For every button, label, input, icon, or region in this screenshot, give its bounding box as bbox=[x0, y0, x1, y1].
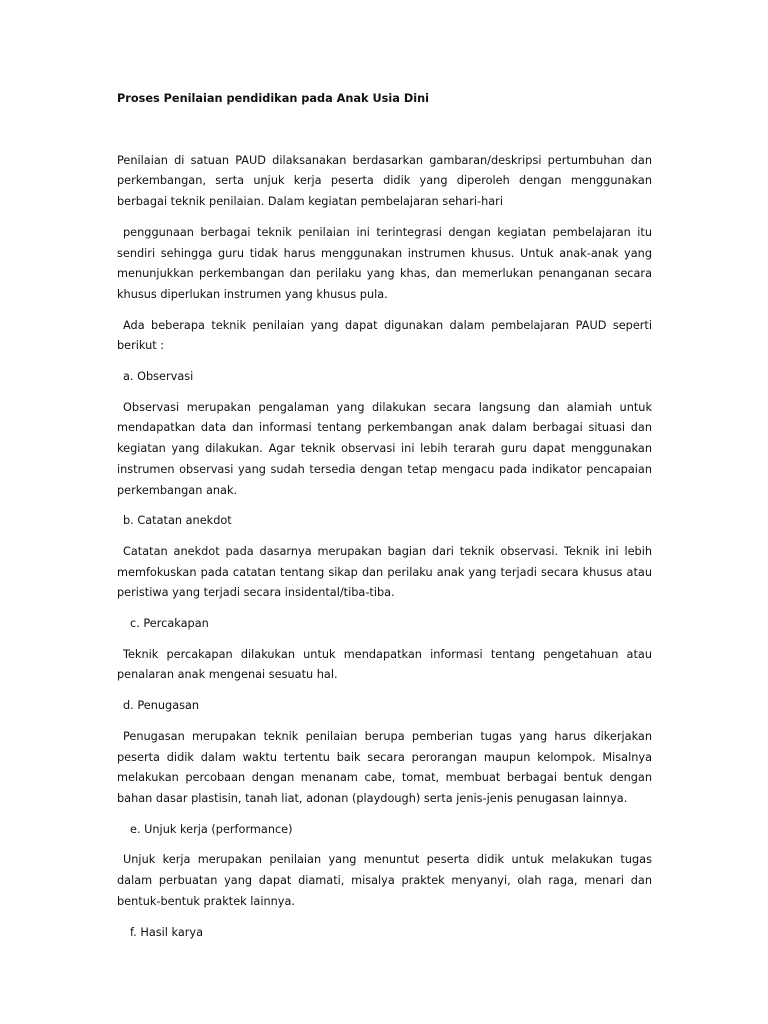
heading-hasil-karya: f. Hasil karya bbox=[130, 925, 204, 939]
paragraph-integration: penggunaan berbagai teknik penilaian ini terintegrasi dengan kegiatan pembelajaran itu sendiri sehingga guru tidak harus menggunakan instrumen khusus. Untuk anak-anak yang menunjukkan perkembangan dan perilaku yang khas, dan memerlukan penanganan secara khusus diperlukan instrumen yang khusus pula. bbox=[117, 225, 652, 301]
paragraph-observasi: Observasi merupakan pengalaman yang dilakukan secara langsung dan alamiah untuk mendapatkan data dan informasi tentang perkembangan anak dalam berbagai situasi dan kegiatan yang dilakukan. Agar teknik observasi ini lebih terarah guru dapat menggunakan instrumen observasi yang sudah tersedia dengan tetap mengacu pada indikator pencapaian perkembangan anak. bbox=[117, 400, 652, 497]
paragraph-unjuk-kerja: Unjuk kerja merupakan penilaian yang menuntut peserta didik untuk melakukan tugas dalam perbuatan yang dapat diamati, misalya praktek menyanyi, olah raga, menari dan bentuk-bentuk praktek lainnya. bbox=[117, 853, 652, 908]
paragraph-intro: Penilaian di satuan PAUD dilaksanakan berdasarkan gambaran/deskripsi pertumbuhan dan perkembangan, serta unjuk kerja peserta didik yang diperoleh dengan menggunakan berbagai teknik penilaian. Dalam kegiatan pembelajaran sehari-hari bbox=[117, 153, 652, 209]
heading-penugasan: d. Penugasan bbox=[123, 699, 200, 713]
paragraph-penugasan: Penugasan merupakan teknik penilaian berupa pemberian tugas yang harus dikerjakan peserta didik dalam waktu tertentu baik secara perorangan maupun kelompok. Misalnya melakukan percobaan dengan menanam cabe, tomat, membuat berbagai bentuk dengan bahan dasar plastisin, tanah liat, adonan (playdough) serta jenis-jenis penugasan lainnya. bbox=[117, 729, 652, 805]
document-title: Proses Penilaian pendidikan pada Anak Usia Dini bbox=[117, 92, 429, 105]
paragraph-percakapan: Teknik percakapan dilakukan untuk mendapatkan informasi tentang pengetahuan atau penalaran anak mengenai sesuatu hal. bbox=[117, 647, 652, 682]
document-page bbox=[117, 89, 652, 943]
heading-unjuk-kerja: e. Unjuk kerja (performance) bbox=[130, 822, 293, 836]
paragraph-techniques-intro: Ada beberapa teknik penilaian yang dapat digunakan dalam pembelajaran PAUD seperti berikut : bbox=[117, 318, 652, 353]
paragraph-catatan-anekdot: Catatan anekdot pada dasarnya merupakan bagian dari teknik observasi. Teknik ini lebih memfokuskan pada catatan tentang sikap dan perilaku anak yang terjadi secara khusus atau peristiwa yang terjadi secara insidental/tiba-tiba. bbox=[117, 544, 652, 600]
heading-catatan-anekdot: b. Catatan anekdot bbox=[123, 514, 232, 528]
heading-observasi: a. Observasi bbox=[123, 370, 194, 384]
heading-percakapan: c. Percakapan bbox=[130, 617, 209, 631]
